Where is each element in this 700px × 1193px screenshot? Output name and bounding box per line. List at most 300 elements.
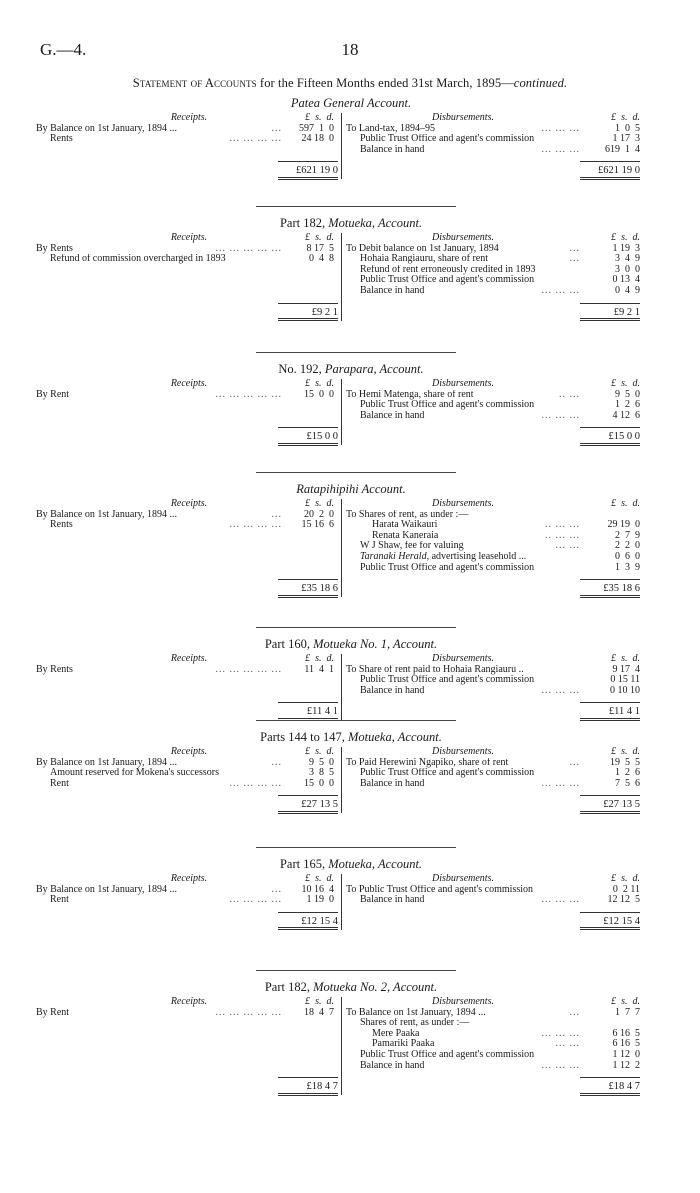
receipt-item (36, 134, 282, 145)
receipt-item (36, 1008, 282, 1019)
receipt-label: By Balance on 1st January, 1894 ... (36, 884, 177, 895)
disbursement-label: Public Trust Office and agent's commission (360, 1049, 535, 1060)
leader-dots: .. ... ... (545, 520, 580, 531)
leader-dots: ... (271, 757, 282, 768)
disbursements-total-value: £18 4 7 (580, 1078, 640, 1096)
account-title-number: No. 192, (278, 362, 325, 376)
account-title-name: Ratapihipihi Account. (296, 482, 406, 496)
receipt-amount: 11 4 1 (304, 664, 334, 675)
money-heading: £ s. d. (611, 379, 640, 389)
leader-dots: ... ... ... (541, 123, 580, 134)
disbursements-heading: Disbursements. (432, 997, 494, 1007)
receipt-amount: 15 16 6 (301, 520, 334, 531)
disbursements-total (580, 427, 644, 446)
leader-dots: ... ... ... ... (229, 895, 282, 906)
leader-dots: ... (569, 757, 580, 768)
receipt-item (36, 254, 282, 265)
disbursements-total (580, 702, 644, 721)
account-title (36, 482, 666, 497)
money-heading: £ s. d. (305, 747, 334, 757)
disbursement-item (346, 552, 580, 563)
disbursement-item (346, 254, 580, 265)
disbursement-amount: 1 0 5 (615, 123, 640, 134)
receipt-label: Rent (50, 778, 69, 789)
leader-dots: ... (569, 1007, 580, 1018)
money-heading: £ s. d. (611, 654, 640, 664)
disbursement-item (346, 686, 580, 697)
page-title-statement: Statement of Accounts (132, 76, 257, 90)
disbursement-amount: 1 19 3 (612, 243, 640, 254)
disbursement-amount: 19 5 5 (610, 757, 640, 768)
account-block (36, 362, 666, 447)
leader-dots: ... ... (555, 1039, 580, 1050)
disbursement-item (346, 411, 580, 422)
receipts-heading: Receipts. (170, 874, 208, 884)
receipt-item (36, 510, 282, 521)
receipts-heading: Receipts. (170, 233, 208, 243)
receipts-amounts (282, 233, 338, 265)
leader-dots: ... (271, 509, 282, 520)
disbursement-label: Balance in hand (360, 778, 425, 789)
leader-dots: ... (569, 243, 580, 254)
disbursement-label: Hohaia Rangiauru, share of rent (360, 254, 489, 265)
receipt-item (36, 665, 282, 676)
page-title-continued: continued. (513, 76, 568, 90)
disbursement-item (346, 286, 580, 297)
receipt-amount: 8 17 5 (306, 243, 334, 254)
disbursements-amounts (584, 113, 644, 155)
section-divider (256, 206, 456, 207)
disbursements-column (346, 874, 580, 906)
receipts-column (36, 997, 282, 1018)
disbursement-item (346, 895, 580, 906)
receipts-total (278, 427, 342, 446)
receipt-amount: 10 16 4 (301, 884, 334, 895)
account-title-name: Parapara, Account. (324, 362, 424, 376)
receipts-amounts (282, 874, 338, 906)
disbursement-amount: 12 12 5 (607, 895, 640, 906)
receipt-amount: 18 4 7 (304, 1007, 334, 1018)
disbursement-label: To Balance on 1st January, 1894 ... (346, 1007, 486, 1018)
disbursement-item (346, 265, 580, 276)
disbursements-amounts (584, 654, 644, 696)
receipts-total-value: £9 2 1 (278, 304, 338, 322)
disbursement-item (346, 885, 580, 896)
disbursements-total (580, 795, 644, 814)
receipts-column (36, 233, 282, 265)
disbursement-item (346, 510, 580, 521)
disbursement-amount (584, 510, 644, 521)
account-columns (36, 499, 666, 599)
account-block (36, 637, 666, 722)
receipt-label: Refund of commission overcharged in 1893 (50, 254, 226, 265)
receipts-total-value: £621 19 0 (278, 162, 338, 180)
disbursement-amount: 9 17 4 (612, 664, 640, 675)
receipts-total (278, 1077, 342, 1096)
receipts-heading: Receipts. (170, 379, 208, 389)
disbursements-column (346, 747, 580, 789)
receipt-amount: 15 0 0 (304, 778, 334, 789)
account-title (36, 216, 666, 231)
disbursement-label: Mere Paaka (372, 1028, 420, 1039)
disbursements-total-value: £27 13 5 (580, 796, 640, 814)
disbursement-label: To Shares of rent, as under :— (346, 509, 469, 520)
disbursement-amount: 0 4 9 (615, 285, 640, 296)
disbursement-item (346, 390, 580, 401)
account-title (36, 730, 666, 745)
receipts-amounts (282, 379, 338, 400)
disbursement-label: Balance in hand (360, 410, 425, 421)
leader-dots: ... ... ... (541, 778, 580, 789)
disbursement-amount: 0 13 4 (612, 275, 640, 286)
disbursement-amount: 29 19 0 (607, 520, 640, 531)
leader-dots: ... ... ... (541, 895, 580, 906)
account-block (36, 482, 666, 599)
disbursements-column (346, 997, 580, 1071)
account-block (36, 96, 666, 181)
disbursement-item (346, 779, 580, 790)
disbursement-label: Public Trust Office and agent's commission (360, 675, 535, 686)
leader-dots: ... ... ... (541, 685, 580, 696)
leader-dots: ... ... ... ... ... (215, 1007, 282, 1018)
receipt-amount: 3 8 5 (309, 768, 334, 779)
disbursements-total (580, 912, 644, 931)
account-title (36, 362, 666, 377)
disbursement-item (346, 1018, 580, 1029)
receipts-total-value: £27 13 5 (278, 796, 338, 814)
disbursement-amount: 1 12 0 (612, 1049, 640, 1060)
account-title-name: Motueka No. 2, Account. (313, 980, 438, 994)
disbursements-amounts (584, 379, 644, 421)
leader-dots: ... ... ... (541, 285, 580, 296)
account-title (36, 637, 666, 652)
disbursement-item (346, 1029, 580, 1040)
disbursements-column (346, 499, 580, 573)
disbursements-total-value: £9 2 1 (580, 304, 640, 322)
leader-dots: .. ... ... (545, 530, 580, 541)
receipt-amount: 1 19 0 (306, 895, 334, 906)
disbursement-label: Public Trust Office and agent's commission (360, 275, 535, 286)
disbursement-label: Harata Waikauri (372, 520, 438, 531)
receipts-total-value: £35 18 6 (278, 580, 338, 598)
receipt-amount: 597 1 0 (299, 123, 334, 134)
disbursement-label: Balance in hand (360, 1060, 425, 1071)
section-divider (256, 627, 456, 628)
account-block (36, 980, 666, 1097)
page-header (0, 40, 700, 62)
account-columns (36, 379, 666, 447)
leader-dots: ... ... ... ... (229, 134, 282, 145)
disbursements-heading: Disbursements. (432, 747, 494, 757)
receipts-heading: Receipts. (170, 113, 208, 123)
disbursements-column (346, 113, 580, 155)
money-heading: £ s. d. (305, 379, 334, 389)
receipts-heading: Receipts. (170, 499, 208, 509)
disbursement-label-rest: , advertising leasehold ... (426, 551, 527, 562)
leader-dots: ... ... (555, 541, 580, 552)
money-heading: £ s. d. (611, 113, 640, 123)
receipts-column (36, 747, 282, 789)
receipt-label: By Rent (36, 1007, 70, 1018)
disbursements-total-value: £35 18 6 (580, 580, 640, 598)
receipt-amount: 24 18 0 (301, 134, 334, 145)
disbursement-label: Public Trust Office and agent's commission (360, 134, 535, 145)
receipt-amount: 20 2 0 (304, 509, 334, 520)
leader-dots: ... ... ... ... ... (215, 243, 282, 254)
disbursement-item (346, 400, 580, 411)
disbursement-amount: 1 2 6 (615, 400, 640, 411)
disbursement-label: Public Trust Office and agent's commission (360, 400, 535, 411)
disbursement-item (346, 1050, 580, 1061)
account-title-name: Motueka, Account. (328, 857, 423, 871)
receipts-heading: Receipts. (170, 654, 208, 664)
disbursements-total (580, 161, 644, 180)
page-number: 18 (341, 40, 359, 59)
disbursement-label: To Land-tax, 1894–95 (346, 123, 436, 134)
money-heading: £ s. d. (305, 113, 334, 123)
page-title-period: for the Fifteen Months ended 31st March, 1895— (256, 76, 514, 90)
disbursement-amount: 1 3 9 (615, 562, 640, 573)
account-columns (36, 874, 666, 932)
disbursement-item (346, 1061, 580, 1072)
disbursements-total-value: £12 15 4 (580, 913, 640, 931)
receipts-amounts (282, 499, 338, 531)
receipt-item (36, 885, 282, 896)
disbursement-item (346, 768, 580, 779)
leader-dots: ... (271, 884, 282, 895)
account-title-number: Part 165, (279, 857, 329, 871)
disbursement-label: Renata Kaneraia (372, 530, 439, 541)
receipt-item (36, 244, 282, 255)
receipts-heading: Receipts. (170, 997, 208, 1007)
disbursement-label: Balance in hand (360, 144, 425, 155)
disbursements-heading: Disbursements. (432, 874, 494, 884)
receipts-total (278, 161, 342, 180)
section-divider (256, 720, 456, 721)
receipt-item (36, 758, 282, 769)
disbursement-amount: 6 16 5 (612, 1028, 640, 1039)
receipt-label: Amount reserved for Mokena's successors (50, 768, 219, 779)
receipts-amounts (282, 654, 338, 675)
disbursements-heading: Disbursements. (432, 233, 494, 243)
receipts-total (278, 579, 342, 598)
leader-dots: ... (569, 254, 580, 265)
leader-dots: .. ... (559, 389, 580, 400)
receipts-column (36, 874, 282, 906)
disbursements-heading: Disbursements. (432, 379, 494, 389)
disbursement-item (346, 145, 580, 156)
disbursement-item (346, 124, 580, 135)
money-heading: £ s. d. (611, 997, 640, 1007)
disbursement-item (346, 1008, 580, 1019)
disbursement-label: Balance in hand (360, 285, 425, 296)
leader-dots: ... (271, 123, 282, 134)
disbursement-amount: 0 10 10 (610, 685, 640, 696)
disbursement-amount: 1 12 2 (612, 1060, 640, 1071)
disbursements-total-value: £621 19 0 (580, 162, 640, 180)
account-title (36, 980, 666, 995)
account-title-number: Part 182, (279, 216, 329, 230)
disbursement-item (346, 520, 580, 531)
disbursements-heading: Disbursements. (432, 499, 494, 509)
disbursements-amounts (584, 997, 644, 1071)
receipts-heading: Receipts. (170, 747, 208, 757)
account-title-name: Patea General Account. (290, 96, 412, 110)
disbursement-amount: 3 4 9 (615, 254, 640, 265)
receipts-column (36, 654, 282, 675)
section-divider (256, 472, 456, 473)
disbursement-amount: 0 6 0 (615, 551, 640, 562)
account-title-number: Parts 144 to 147, (260, 730, 348, 744)
receipts-total-value: £11 4 1 (278, 703, 338, 721)
disbursement-item (346, 134, 580, 145)
account-columns (36, 233, 666, 323)
account-block (36, 730, 666, 815)
account-columns (36, 997, 666, 1097)
account-title-name: Motueka, Account. (348, 730, 442, 744)
money-heading: £ s. d. (305, 499, 334, 509)
receipt-item (36, 779, 282, 790)
disbursement-item (346, 675, 580, 686)
disbursements-amounts (584, 499, 644, 573)
receipt-label: By Rent (36, 389, 70, 400)
disbursements-heading: Disbursements. (432, 113, 494, 123)
leader-dots: ... ... ... ... (229, 520, 282, 531)
disbursement-label: To Share of rent paid to Hohaia Rangiauru .. (346, 664, 524, 675)
money-heading: £ s. d. (305, 233, 334, 243)
disbursement-item (346, 275, 580, 286)
account-columns (36, 747, 666, 815)
receipt-label: Rent (50, 895, 69, 906)
section-divider (256, 352, 456, 353)
receipts-column (36, 113, 282, 145)
account-title-number: Part 160, (264, 637, 314, 651)
receipts-column (36, 379, 282, 400)
leader-dots: ... ... ... ... ... (215, 664, 282, 675)
disbursements-column (346, 233, 580, 297)
leader-dots: ... ... ... ... (229, 778, 282, 789)
receipt-label: By Rents (36, 243, 73, 254)
receipts-amounts (282, 113, 338, 145)
disbursement-amount: 1 7 7 (615, 1007, 640, 1018)
receipts-total-value: £18 4 7 (278, 1078, 338, 1096)
receipt-amount: 9 5 0 (309, 757, 334, 768)
receipt-item (36, 895, 282, 906)
disbursement-label: To Debit balance on 1st January, 1894 (346, 243, 499, 254)
disbursements-total (580, 303, 644, 322)
disbursement-item (346, 1039, 580, 1050)
leader-dots: ... ... ... (541, 144, 580, 155)
receipt-item (36, 520, 282, 531)
disbursement-label: W J Shaw, fee for valuing (360, 541, 464, 552)
receipts-amounts (282, 997, 338, 1018)
receipt-item (36, 390, 282, 401)
disbursement-amount: 1 2 6 (615, 768, 640, 779)
account-columns (36, 113, 666, 181)
money-heading: £ s. d. (611, 874, 640, 884)
receipt-amount: 15 0 0 (304, 389, 334, 400)
document-code: G.—4. (40, 40, 87, 59)
disbursement-amount: 0 15 11 (610, 675, 640, 686)
disbursement-label: Pamariki Paaka (372, 1039, 435, 1050)
disbursement-label: Balance in hand (360, 895, 425, 906)
account-block (36, 857, 666, 932)
money-heading: £ s. d. (611, 747, 640, 757)
disbursement-label: To Public Trust Office and agent's commission (346, 884, 534, 895)
account-block (36, 216, 666, 323)
receipt-label: By Balance on 1st January, 1894 ... (36, 123, 177, 134)
disbursement-item (346, 563, 580, 574)
disbursements-amounts (584, 233, 644, 297)
disbursement-label: Shares of rent, as under :— (360, 1018, 470, 1029)
disbursement-amount: 2 2 0 (615, 541, 640, 552)
disbursement-label: Public Trust Office and agent's commission (360, 562, 535, 573)
section-divider (256, 970, 456, 971)
receipt-label: By Rents (36, 664, 73, 675)
disbursement-label: Refund of rent erroneously credited in 1893 (360, 264, 536, 275)
disbursement-amount: 9 5 0 (615, 389, 640, 400)
disbursement-label: To Paid Herewini Ngapiko, share of rent (346, 757, 509, 768)
disbursements-amounts (584, 874, 644, 906)
disbursement-item (346, 665, 580, 676)
receipt-label: Rents (50, 134, 73, 145)
money-heading: £ s. d. (305, 874, 334, 884)
receipts-total-value: £12 15 4 (278, 913, 338, 931)
disbursement-amount: 3 0 0 (615, 264, 640, 275)
disbursement-item (346, 541, 580, 552)
account-title-name: Motueka, Account. (328, 216, 423, 230)
receipt-amount: 0 4 8 (309, 254, 334, 265)
money-heading: £ s. d. (305, 654, 334, 664)
disbursement-amount: 1 17 3 (612, 134, 640, 145)
disbursements-total (580, 1077, 644, 1096)
page-title (0, 76, 700, 91)
disbursement-item (346, 531, 580, 542)
account-title (36, 857, 666, 872)
disbursement-amount: 2 7 9 (615, 530, 640, 541)
money-heading: £ s. d. (611, 499, 640, 509)
disbursement-label: To Hemi Matenga, share of rent (346, 389, 474, 400)
receipts-total (278, 702, 342, 721)
account-title-number: Part 182, (264, 980, 314, 994)
account-title-name: Motueka No. 1, Account. (313, 637, 438, 651)
disbursements-heading: Disbursements. (432, 654, 494, 664)
money-heading: £ s. d. (611, 233, 640, 243)
receipts-total-value: £15 0 0 (278, 428, 338, 446)
receipts-total (278, 795, 342, 814)
receipt-label: Rents (50, 520, 73, 531)
disbursements-column (346, 379, 580, 421)
account-columns (36, 654, 666, 722)
disbursements-total-value: £11 4 1 (580, 703, 640, 721)
disbursement-amount (584, 1018, 644, 1029)
receipts-total (278, 912, 342, 931)
disbursement-item (346, 758, 580, 769)
disbursements-total-value: £15 0 0 (580, 428, 640, 446)
disbursements-amounts (584, 747, 644, 789)
leader-dots: ... ... ... ... ... (215, 389, 282, 400)
disbursement-label: Balance in hand (360, 685, 425, 696)
receipts-total (278, 303, 342, 322)
receipts-column (36, 499, 282, 531)
disbursement-amount: 619 1 4 (605, 144, 640, 155)
receipts-amounts (282, 747, 338, 789)
receipt-label: By Balance on 1st January, 1894 ... (36, 757, 177, 768)
disbursements-column (346, 654, 580, 696)
receipt-label: By Balance on 1st January, 1894 ... (36, 509, 177, 520)
disbursement-label-italic: Taranaki Herald (360, 551, 427, 562)
disbursement-label: Public Trust Office and agent's commission (360, 768, 535, 779)
